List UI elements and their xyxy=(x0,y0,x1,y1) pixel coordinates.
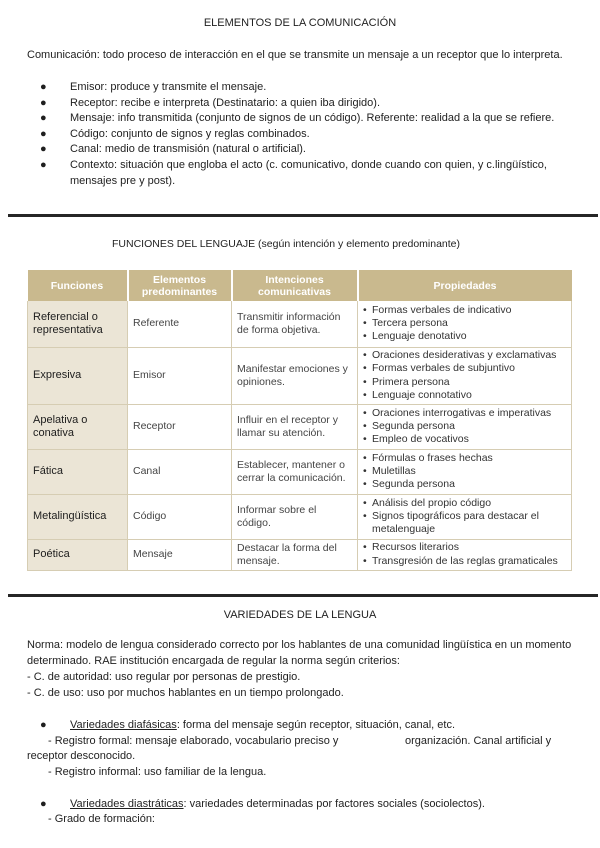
variedades-diastraticas: Variedades diastráticas: variedades determinadas por factores sociales (sociolectos). xyxy=(70,798,485,810)
registro-formal-a: - Registro formal: mensaje elaborado, vocabulario preciso y xyxy=(48,735,339,747)
bullet-icon: • xyxy=(363,451,367,464)
bullet-icon: • xyxy=(363,478,367,491)
cell-propiedades xyxy=(358,347,572,404)
table-row xyxy=(28,404,572,449)
property-item: • Segunda persona xyxy=(363,419,455,432)
cell-elemento: Referente xyxy=(128,301,232,347)
property-item: • Transgresión de las reglas gramaticales xyxy=(363,554,558,567)
header-elementos: Elementos predominantes xyxy=(128,270,232,301)
bullet-icon: ● xyxy=(40,81,47,93)
cell-intencion: Influir en el receptor y llamar su atención. xyxy=(232,404,358,449)
bullet-icon: • xyxy=(363,388,367,401)
section-divider xyxy=(8,214,598,217)
funciones-table xyxy=(27,270,572,571)
bullet-icon: ● xyxy=(40,719,47,731)
property-item: • Lenguaje connotativo xyxy=(363,388,472,401)
table-row xyxy=(28,494,572,539)
variedades-diafasicas: Variedades diafásicas: forma del mensaje según receptor, situación, canal, etc. xyxy=(70,719,456,731)
bullet-icon: • xyxy=(363,419,367,432)
bullet-icon: • xyxy=(363,330,367,343)
bullet-icon: • xyxy=(363,433,367,446)
cell-funcion: Fática xyxy=(28,449,128,494)
property-item: • Análisis del propio código xyxy=(363,496,492,509)
property-item: • Formas verbales de subjuntivo xyxy=(363,362,515,375)
cell-propiedades xyxy=(358,404,572,449)
bullet-icon: • xyxy=(363,554,367,567)
cell-propiedades xyxy=(358,449,572,494)
list-item: ● Emisor: produce y transmite el mensaje. xyxy=(27,80,567,96)
intro-paragraph: Comunicación: todo proceso de interacción en el que se transmite un mensaje a un receptor que lo interpreta. xyxy=(27,49,563,61)
cell-funcion: Apelativa o conativa xyxy=(28,404,128,449)
table-row xyxy=(28,301,572,347)
property-item: • Primera persona xyxy=(363,375,450,388)
header-propiedades: Propiedades xyxy=(358,270,572,301)
bullet-icon: • xyxy=(363,349,367,362)
cell-funcion: Metalingüística xyxy=(28,494,128,539)
cell-propiedades xyxy=(358,301,572,347)
section-title-variedades: VARIEDADES DE LA LENGUA xyxy=(223,609,377,621)
bullet-icon: ● xyxy=(40,112,47,125)
cell-intencion: Establecer, mantener o cerrar la comunicación. xyxy=(232,449,358,494)
bullet-icon: • xyxy=(363,509,367,522)
table-row xyxy=(28,539,572,570)
cell-elemento: Canal xyxy=(128,449,232,494)
bullet-icon: • xyxy=(363,362,367,375)
cell-elemento: Código xyxy=(128,494,232,539)
cell-elemento: Receptor xyxy=(128,404,232,449)
property-item: • Recursos literarios xyxy=(363,541,459,554)
property-item: • Tercera persona xyxy=(363,317,448,330)
section-title-elementos: ELEMENTOS DE LA COMUNICACIÓN xyxy=(203,17,397,29)
cell-intencion: Manifestar emociones y opiniones. xyxy=(232,347,358,404)
cell-propiedades xyxy=(358,539,572,570)
bullet-icon: ● xyxy=(40,127,47,140)
list-item: ● Mensaje: info transmitida (conjunto de signos de un código). Referente: realidad a la que se refiere. xyxy=(27,111,567,127)
cell-intencion: Destacar la forma del mensaje. xyxy=(232,539,358,570)
section-title-funciones: FUNCIONES DEL LENGUAJE (según intención y elemento predominante) xyxy=(112,238,461,250)
cell-elemento: Emisor xyxy=(128,347,232,404)
table-row xyxy=(28,449,572,494)
criterio-uso: - C. de uso: uso por muchos hablantes en un tiempo prolongado. xyxy=(27,687,344,699)
bullet-icon: ● xyxy=(40,798,47,810)
list-item: ● Receptor: recibe e interpreta (Destinatario: a quien iba dirigido). xyxy=(27,96,567,112)
property-item: • Signos tipográficos para destacar el metalenguaje xyxy=(363,509,539,536)
property-item: • Oraciones desiderativas y exclamativas xyxy=(363,349,557,362)
property-item: • Fórmulas o frases hechas xyxy=(363,451,493,464)
cell-intencion: Informar sobre el código. xyxy=(232,494,358,539)
cell-funcion: Expresiva xyxy=(28,347,128,404)
section-divider xyxy=(8,594,598,597)
property-item: • Lenguaje denotativo xyxy=(363,330,467,343)
norma-paragraph: Norma: modelo de lengua considerado correcto por los hablantes de una comunidad lingüística en un momento determinado. RAE institución encargada de regular la norma según criterios: xyxy=(27,639,572,667)
cell-propiedades xyxy=(358,494,572,539)
bullet-icon: ● xyxy=(40,143,47,156)
cell-funcion: Referencial o representativa xyxy=(28,301,128,347)
registro-informal: - Registro informal: uso familiar de la lengua. xyxy=(48,766,267,778)
bullet-icon: ● xyxy=(40,96,47,109)
bullet-icon: • xyxy=(363,541,367,554)
cell-intencion: Transmitir información de forma objetiva. xyxy=(232,301,358,347)
list-item: ● Canal: medio de transmisión (natural o artificial). xyxy=(27,142,567,158)
list-item: ● Código: conjunto de signos y reglas combinados. xyxy=(27,127,567,143)
criterio-autoridad: - C. de autoridad: uso regular por personas de prestigio. xyxy=(27,671,301,683)
bullet-icon: • xyxy=(363,406,367,419)
registro-formal-c: receptor desconocido. xyxy=(27,750,136,762)
registro-formal-b: organización. Canal artificial y xyxy=(405,735,552,747)
property-item: • Formas verbales de indicativo xyxy=(363,303,512,316)
table-row xyxy=(28,347,572,404)
grado-formacion: - Grado de formación: xyxy=(48,813,155,825)
property-item: • Oraciones interrogativas e imperativas xyxy=(363,406,552,419)
property-item: • Empleo de vocativos xyxy=(363,433,469,446)
bullet-icon: ● xyxy=(40,158,47,171)
list-item: ● Contexto: situación que engloba el acto (c. comunicativo, donde cuando con quien, y c.lingüístico, mensajes pre y post). xyxy=(40,158,547,187)
bullet-icon: • xyxy=(363,303,367,316)
cell-funcion: Poética xyxy=(28,539,128,570)
bullet-icon: • xyxy=(363,317,367,330)
bullet-icon: • xyxy=(363,496,367,509)
elements-list xyxy=(27,80,567,189)
table-header-row xyxy=(28,270,572,301)
property-item: • Segunda persona xyxy=(363,478,455,491)
property-item: • Muletillas xyxy=(363,464,416,477)
bullet-icon: • xyxy=(363,464,367,477)
header-funciones: Funciones xyxy=(28,270,128,301)
bullet-icon: • xyxy=(363,375,367,388)
cell-elemento: Mensaje xyxy=(128,539,232,570)
header-intenciones: Intenciones comunicativas xyxy=(232,270,358,301)
